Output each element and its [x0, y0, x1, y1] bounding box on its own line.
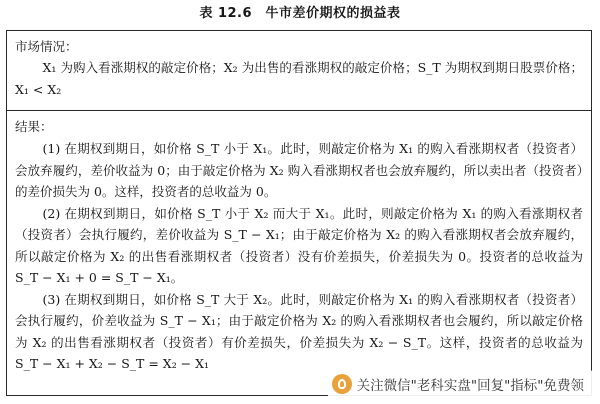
market-text: X₁ 为购入看涨期权的敲定价格；X₂ 为出售的看涨期权的敲定价格；S_T 为期权到期日股票价格；X₁ < X₂: [15, 60, 583, 97]
watermark-text: 关注微信"老科实盘"回复"指标"免费领: [356, 378, 584, 394]
table-title: 表 12.6 牛市差价期权的损益表: [199, 6, 401, 21]
wechat-logo-icon: [332, 374, 352, 394]
result-paragraph-1: (1) 在期权到期日，如价格 S_T 小于 X₁。此时，则敲定价格为 X₁ 的购入看涨期权者（投资者）会放弃履约，差价收益为 0；由于敲定价格为 X₂ 购入看涨期权者也会放弃履约，所以卖出者（投资者）的差价损失为 0。这样，投资者的总收益为 0。: [15, 141, 583, 199]
profit-loss-table: [6, 30, 592, 396]
market-label: 市场情况：: [15, 39, 78, 54]
result-paragraph-3: (3) 在期权到期日，如价格 S_T 大于 X₂。此时，则敲定价格为 X₁ 的购入看涨期权者（投资者）会执行履约，价差收益为 S_T − X₁；由于敲定价格为 X₂ 的购入看涨期权者也会履约，所以敲定价格为 X₂ 的出售看涨期权者（投资者）有价差损失，价差损失为 X₂ − S_T。这样，投资者的总收益为 S_T − X₁ + X₂ − S_T = X₂ − X₁: [15, 291, 583, 371]
result-label: 结果：: [15, 119, 53, 134]
result-paragraph-2: (2) 在期权到期日，如价格 S_T 小于 X₂ 而大于 X₁。此时，则敲定价格为 X₁ 的购入看涨期权者（投资者）会执行履约，差价收益为 S_T − X₁；由于敲定价格为 X₂ 的购入看涨期权者会放弃履约，所以敲定价格为 X₂ 的出售看涨期权者（投资者）没有价差损失，价差损失为 0。投资者的总收益为 S_T − X₁ + 0 = S_T − X₁。: [15, 205, 583, 285]
market-section: [7, 31, 591, 111]
result-section: [7, 111, 591, 395]
watermark-banner: [328, 370, 592, 398]
